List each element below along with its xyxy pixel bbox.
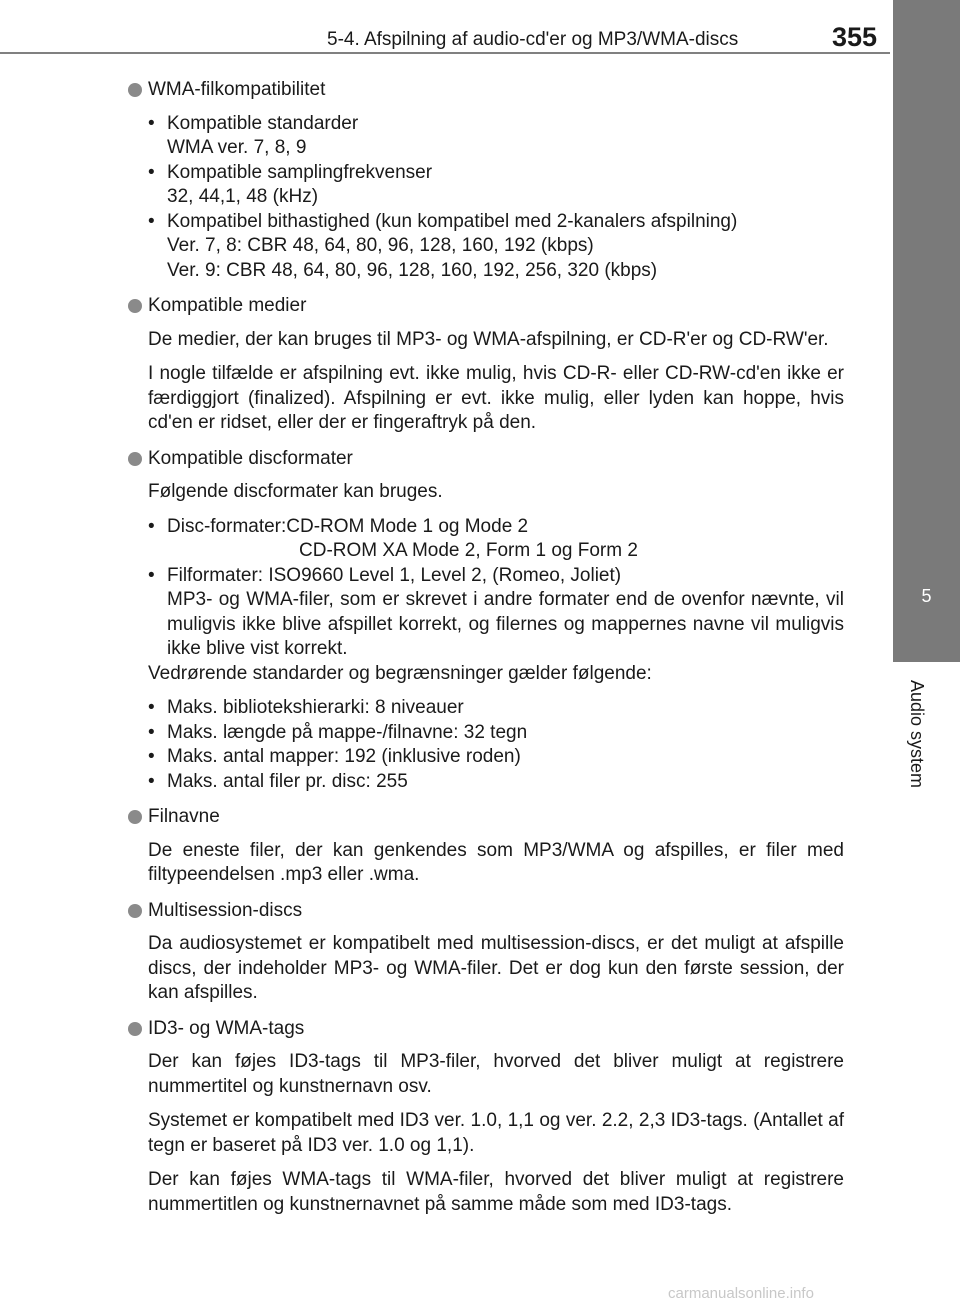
section-title-text: Multisession-discs [148, 899, 303, 921]
bullet-dot-icon [128, 810, 142, 824]
chapter-tab-bar [893, 0, 960, 530]
bullet-dot-icon [128, 452, 142, 466]
section-title [128, 78, 844, 103]
section-compatible-media [128, 294, 844, 436]
item-detail: CD-ROM XA Mode 2, Form 1 og Form 2 [299, 540, 638, 561]
limits-list [148, 696, 844, 794]
item-label: Maks. længde på mappe-/filnavne: 32 tegn [167, 721, 528, 743]
item-label: Maks. antal mapper: 192 (inklusive roden) [167, 746, 521, 767]
item-detail: MP3- og WMA-filer, som er skrevet i andre formater end de ovenfor nævnte, vil muligvis ikke blive afspillet korrekt, og filernes og mappernes navne vil muligvis ikke blive vist korrekt. [167, 589, 844, 659]
page-content [128, 78, 844, 1228]
bullet-icon: • [148, 210, 155, 232]
item-label: Kompatible samplingfrekvenser [167, 161, 433, 183]
paragraph: Systemet er kompatibelt med ID3 ver. 1.0, 1,1 og ver. 2.2, 2,3 ID3-tags. (Antallet af tegn er baseret på ID3 ver. 1.0 og 1,1). [148, 1110, 844, 1156]
section-wma-compatibility [128, 78, 844, 283]
section-title [128, 805, 844, 830]
bullet-dot-icon [128, 83, 142, 97]
list-item [148, 161, 844, 210]
list-item [148, 721, 844, 746]
bullet-icon: • [148, 161, 155, 183]
item-detail: 32, 44,1, 48 (kHz) [167, 186, 319, 207]
bullet-icon: • [148, 770, 155, 792]
format-list [148, 515, 844, 662]
paragraph: I nogle tilfælde er afspilning evt. ikke mulig, hvis CD-R- eller CD-RW-cd'en ikke er færdiggjort (finalized). Afspilning er evt. ikke mulig, eller lyden kan hoppe, hvis cd'en er ridset, eller der er fingeraftryk på den. [148, 363, 844, 433]
limits-intro: Vedrørende standarder og begrænsninger gælder følgende: [148, 662, 652, 684]
item-label: Maks. antal filer pr. disc: 255 [167, 770, 408, 792]
item-detail: WMA ver. 7, 8, 9 [167, 137, 307, 158]
paragraph: Følgende discformater kan bruges. [148, 481, 443, 502]
list-item [148, 696, 844, 721]
section-disc-formats [128, 447, 844, 795]
bullet-icon: • [148, 721, 155, 743]
item-label: Filformater: ISO9660 Level 1, Level 2, (Romeo, Joliet) [167, 564, 622, 586]
wma-spec-list [148, 112, 844, 284]
section-title-text: Filnavne [148, 806, 220, 827]
paragraph: De medier, der kan bruges til MP3- og WMA-afspilning, er CD-R'er og CD-RW'er. [148, 328, 829, 350]
list-item [148, 745, 844, 770]
section-title [128, 1017, 844, 1042]
chapter-label-text: Audio system [907, 680, 927, 789]
chapter-side-tab [893, 0, 960, 1308]
page-header [0, 0, 890, 54]
section-title [128, 899, 844, 924]
item-detail: Ver. 7, 8: CBR 48, 64, 80, 96, 128, 160, 192 (kbps) [167, 235, 594, 256]
list-item [148, 515, 844, 564]
item-detail: Ver. 9: CBR 48, 64, 80, 96, 128, 160, 192, 256, 320 (kbps) [167, 259, 658, 281]
list-item [148, 564, 844, 662]
bullet-icon: • [148, 564, 155, 586]
bullet-icon: • [148, 515, 155, 537]
bullet-icon: • [148, 746, 155, 767]
watermark: carmanualsonline.info [668, 1285, 814, 1302]
item-label: Kompatibel bithastighed (kun kompatibel med 2-kanalers afspilning) [167, 210, 738, 232]
bullet-dot-icon [128, 299, 142, 313]
bullet-icon: • [148, 697, 155, 718]
item-label: Disc-formater:CD-ROM Mode 1 og Mode 2 [167, 515, 529, 537]
list-item [148, 112, 844, 161]
section-title-text: Kompatible medier [148, 295, 307, 316]
paragraph: Da audiosystemet er kompatibelt med multisession-discs, er det muligt at afspille discs, der indeholder MP3- og WMA-filer. Det er dog kun den første session, der kan afspilles. [148, 933, 844, 1003]
section-title-text: Kompatible discformater [148, 447, 353, 469]
list-item [148, 770, 844, 795]
section-tags [128, 1017, 844, 1218]
header-title: 5-4. Afspilning af audio-cd'er og MP3/WMA-discs [327, 29, 739, 50]
chapter-number-box [893, 530, 960, 662]
section-title-text: WMA-filkompatibilitet [148, 79, 326, 100]
item-label: Kompatible standarder [167, 112, 359, 134]
chapter-number: 5 [921, 585, 932, 606]
bullet-icon: • [148, 112, 155, 134]
section-multisession [128, 899, 844, 1006]
section-title-text: ID3- og WMA-tags [148, 1017, 305, 1039]
paragraph: De eneste filer, der kan genkendes som MP3/WMA og afspilles, er filer med filtypeendelsen .mp3 eller .wma. [148, 839, 844, 885]
bullet-dot-icon [128, 1022, 142, 1036]
item-label: Maks. bibliotekshierarki: 8 niveauer [167, 697, 464, 718]
list-item [148, 210, 844, 284]
paragraph: Der kan føjes ID3-tags til MP3-filer, hvorved det bliver muligt at registrere nummertitel og kunstnernavn osv. [148, 1051, 844, 1097]
page-number: 355 [832, 22, 878, 52]
chapter-label [901, 680, 951, 810]
section-title [128, 447, 844, 472]
paragraph: Der kan føjes WMA-tags til WMA-filer, hvorved det bliver muligt at registrere nummertitlen og kunstnernavnet på samme måde som med ID3-tags. [148, 1169, 844, 1215]
bullet-dot-icon [128, 904, 142, 918]
section-filenames [128, 805, 844, 888]
section-title [128, 294, 844, 319]
